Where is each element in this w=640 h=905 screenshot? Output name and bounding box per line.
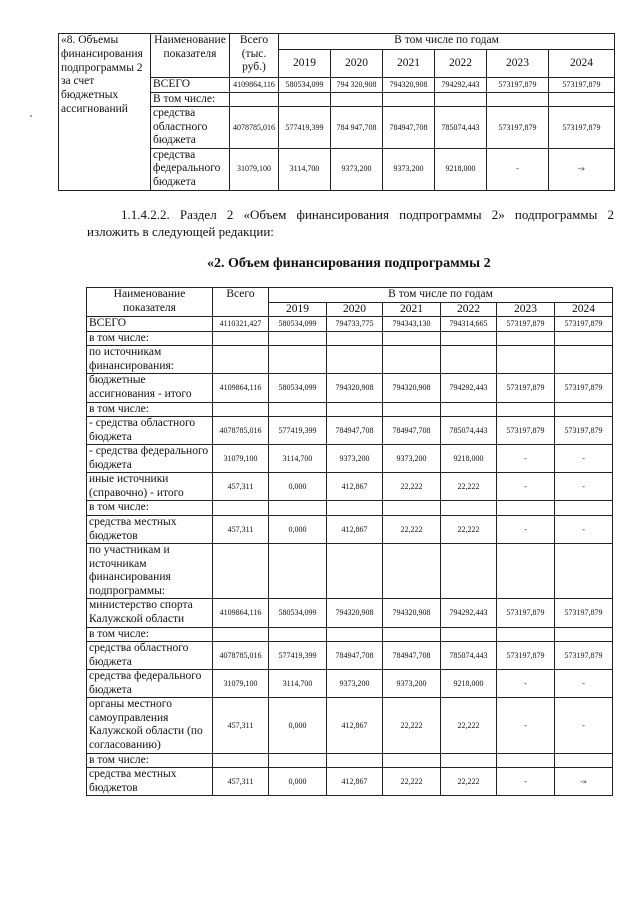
year-header: 2021: [383, 302, 441, 317]
row-value: [269, 331, 327, 346]
row-value: 573197,879: [555, 417, 613, 445]
row-value: -: [487, 148, 549, 190]
row-value: 22,222: [383, 768, 441, 796]
row-label: средства местных бюджетов: [87, 768, 213, 796]
row-total: [213, 402, 269, 417]
row-value: 785074,443: [441, 417, 497, 445]
row-label: ВСЕГО: [151, 78, 230, 93]
row-total: 31079,100: [213, 670, 269, 698]
row-value: [441, 331, 497, 346]
row-value: 573197,879: [487, 107, 549, 149]
row-total: 4078785,016: [213, 417, 269, 445]
row-value: 784947,708: [327, 417, 383, 445]
row-value: [441, 501, 497, 516]
row-label: средства областного бюджета: [151, 107, 230, 149]
row-label: в том числе:: [87, 501, 213, 516]
year-header: 2024: [555, 302, 613, 317]
funding-passport-table: [58, 33, 615, 191]
row-total: [213, 346, 269, 374]
year-header: 2022: [441, 302, 497, 317]
row-value: 794292,443: [441, 374, 497, 402]
row-total: 4110321,427: [213, 317, 269, 332]
row-total: [230, 92, 279, 107]
row-label: - средства федерального бюджета: [87, 445, 213, 473]
row-value: 580534,099: [269, 317, 327, 332]
row-value: [383, 627, 441, 642]
row-value: [441, 627, 497, 642]
row-value: 794343,130: [383, 317, 441, 332]
row-value: [269, 402, 327, 417]
row-label: в том числе:: [87, 627, 213, 642]
row-label: по участникам и источникам финансирования подпрограммы:: [87, 544, 213, 599]
row-value: 794320,908: [383, 78, 435, 93]
row-value: [331, 92, 383, 107]
row-value: [497, 501, 555, 516]
year-header: 2019: [269, 302, 327, 317]
year-header: 2020: [331, 50, 383, 78]
row-label: средства областного бюджета: [87, 642, 213, 670]
row-label: в том числе:: [87, 402, 213, 417]
table-row: [87, 402, 613, 417]
row-value: 9218,000: [435, 148, 487, 190]
row-value: -»: [555, 768, 613, 796]
table-row: [87, 374, 613, 402]
table-row: [87, 753, 613, 768]
row-value: [383, 346, 441, 374]
row-value: 412,867: [327, 768, 383, 796]
row-value: [497, 627, 555, 642]
row-label: органы местного самоуправления Калужской области (по согласованию): [87, 698, 213, 753]
row-total: 4109864,116: [230, 78, 279, 93]
row-value: 573197,879: [555, 642, 613, 670]
row-value: 784947,708: [383, 107, 435, 149]
header-total: Всего (тыс. руб.): [230, 34, 279, 78]
row-value: [383, 544, 441, 599]
row-value: 794292,443: [435, 78, 487, 93]
row-value: -: [555, 698, 613, 753]
row-value: [555, 346, 613, 374]
year-header: 2022: [435, 50, 487, 78]
row-label: министерство спорта Калужской области: [87, 599, 213, 627]
table-row: [87, 346, 613, 374]
row-value: 0,000: [269, 768, 327, 796]
row-value: 9218,000: [441, 670, 497, 698]
row-value: 412,867: [327, 473, 383, 501]
row-value: 794320,908: [327, 599, 383, 627]
header-row: [59, 34, 615, 50]
row-total: 4078785,016: [213, 642, 269, 670]
row-value: 9373,200: [383, 445, 441, 473]
row-label: в том числе:: [87, 753, 213, 768]
row-value: 580534,099: [269, 374, 327, 402]
row-value: [487, 92, 549, 107]
row-value: 412,867: [327, 698, 383, 753]
year-header: 2020: [327, 302, 383, 317]
row-value: -: [555, 670, 613, 698]
year-header: 2019: [279, 50, 331, 78]
row-value: 794320,908: [383, 599, 441, 627]
row-value: [327, 331, 383, 346]
row-value: 22,222: [441, 698, 497, 753]
row-value: 22,222: [441, 473, 497, 501]
row-label: бюджетные ассигнования - итого: [87, 374, 213, 402]
row-value: -: [555, 473, 613, 501]
row-value: 573197,879: [549, 78, 615, 93]
row-value: -: [555, 516, 613, 544]
row-value: -: [497, 768, 555, 796]
row-value: [441, 346, 497, 374]
row-total: [213, 501, 269, 516]
row-value: [269, 346, 327, 374]
row-label: в том числе:: [87, 331, 213, 346]
row-value: 794320,908: [327, 374, 383, 402]
row-total: [213, 331, 269, 346]
row-value: 412,867: [327, 516, 383, 544]
row-value: 573197,879: [497, 599, 555, 627]
row-value: 580534,099: [279, 78, 331, 93]
row-value: [497, 402, 555, 417]
row-total: 457,311: [213, 473, 269, 501]
header-indicator: Наименование показателя: [87, 288, 213, 317]
year-header: 2023: [497, 302, 555, 317]
row-value: -: [555, 445, 613, 473]
row-value: [327, 501, 383, 516]
row-value: 794292,443: [441, 599, 497, 627]
table-row: [87, 627, 613, 642]
row-total: 457,311: [213, 698, 269, 753]
row-value: [327, 753, 383, 768]
row-value: 573197,879: [549, 107, 615, 149]
table-row: [87, 317, 613, 332]
year-header: 2024: [549, 50, 615, 78]
row-value: 573197,879: [497, 642, 555, 670]
row-value: 0,000: [269, 698, 327, 753]
row-total: 31079,100: [213, 445, 269, 473]
scan-speck: [30, 115, 32, 117]
row-value: [383, 92, 435, 107]
row-value: [555, 501, 613, 516]
row-value: 784947,708: [327, 642, 383, 670]
row-value: 9373,200: [383, 148, 435, 190]
row-value: [441, 544, 497, 599]
amendment-paragraph: 1.1.4.2.2. Раздел 2 «Объем финансирования подпрограммы 2» подпрограммы 2 изложить в следующей редакции:: [87, 207, 614, 239]
table-row: [87, 445, 613, 473]
row-value: [383, 753, 441, 768]
row-value: 9373,200: [327, 670, 383, 698]
row-value: -: [497, 698, 555, 753]
header-years-group: В том числе по годам: [279, 34, 615, 50]
row-value: [269, 501, 327, 516]
row-value: 573197,879: [497, 417, 555, 445]
row-value: 573197,879: [487, 78, 549, 93]
header-years-group: В том числе по годам: [269, 288, 613, 303]
row-value: 573197,879: [555, 599, 613, 627]
row-value: [327, 627, 383, 642]
row-value: 22,222: [441, 516, 497, 544]
table-row: [87, 698, 613, 753]
table-row: [87, 516, 613, 544]
passport-item-label: «8. Объемы финансирования подпрограммы 2 за счет бюджетных ассигнований: [59, 34, 151, 191]
row-value: 577419,399: [269, 642, 327, 670]
row-value: 573197,879: [555, 374, 613, 402]
row-total: [213, 544, 269, 599]
row-label: иные источники (справочно) - итого: [87, 473, 213, 501]
row-value: [497, 544, 555, 599]
row-total: 457,311: [213, 516, 269, 544]
row-value: [555, 331, 613, 346]
header-row: [87, 288, 613, 303]
row-value: 3114,700: [269, 670, 327, 698]
table-row: [87, 417, 613, 445]
row-value: 3114,700: [269, 445, 327, 473]
table-row: [87, 473, 613, 501]
row-value: [383, 501, 441, 516]
row-value: [383, 331, 441, 346]
row-value: 577419,399: [279, 107, 331, 149]
table-row: [87, 670, 613, 698]
year-header: 2021: [383, 50, 435, 78]
row-value: -: [497, 473, 555, 501]
row-value: 0,000: [269, 473, 327, 501]
row-value: 573197,879: [555, 317, 613, 332]
row-value: [497, 753, 555, 768]
table-row: [87, 501, 613, 516]
row-total: 457,311: [213, 768, 269, 796]
row-value: 22,222: [383, 516, 441, 544]
funding-volume-table: [86, 287, 613, 796]
row-value: -: [497, 516, 555, 544]
row-value: 9373,200: [331, 148, 383, 190]
row-value: [441, 753, 497, 768]
row-value: 9373,200: [327, 445, 383, 473]
row-label: по источникам финансирования:: [87, 346, 213, 374]
row-value: [549, 92, 615, 107]
row-value: [497, 346, 555, 374]
row-value: 573197,879: [497, 374, 555, 402]
row-value: -»: [549, 148, 615, 190]
row-value: [269, 627, 327, 642]
row-value: -: [497, 670, 555, 698]
row-value: [435, 92, 487, 107]
table-row: [87, 642, 613, 670]
row-value: 573197,879: [497, 317, 555, 332]
row-value: [327, 346, 383, 374]
row-value: 9218,000: [441, 445, 497, 473]
row-total: 4109864,116: [213, 599, 269, 627]
table-row: [87, 331, 613, 346]
section-heading: «2. Объем финансирования подпрограммы 2: [207, 256, 491, 271]
row-value: 785074,443: [435, 107, 487, 149]
year-header: 2023: [487, 50, 549, 78]
row-total: [213, 627, 269, 642]
row-value: [269, 753, 327, 768]
table-row: [87, 599, 613, 627]
row-value: [279, 92, 331, 107]
row-value: [269, 544, 327, 599]
row-total: 4109864,116: [213, 374, 269, 402]
table-row: [87, 768, 613, 796]
row-label: средства федерального бюджета: [151, 148, 230, 190]
row-value: 9373,200: [383, 670, 441, 698]
row-value: 22,222: [383, 473, 441, 501]
row-value: [555, 402, 613, 417]
row-value: 784 947,708: [331, 107, 383, 149]
row-value: 794314,665: [441, 317, 497, 332]
row-total: 4078785,016: [230, 107, 279, 149]
row-value: 0,000: [269, 516, 327, 544]
row-value: [555, 544, 613, 599]
row-value: 785074,443: [441, 642, 497, 670]
table-row: [87, 544, 613, 599]
row-value: 22,222: [383, 698, 441, 753]
row-value: [497, 331, 555, 346]
row-value: [383, 402, 441, 417]
row-value: 22,222: [441, 768, 497, 796]
row-value: [555, 753, 613, 768]
row-label: средства федерального бюджета: [87, 670, 213, 698]
row-value: 784947,708: [383, 417, 441, 445]
row-value: [327, 402, 383, 417]
row-total: 31079,100: [230, 148, 279, 190]
row-value: 577419,399: [269, 417, 327, 445]
header-indicator: Наименование показателя: [151, 34, 230, 78]
row-label: - средства областного бюджета: [87, 417, 213, 445]
row-value: [555, 627, 613, 642]
row-value: 794320,908: [383, 374, 441, 402]
header-total: Всего: [213, 288, 269, 317]
row-total: [213, 753, 269, 768]
row-label: В том числе:: [151, 92, 230, 107]
row-value: [441, 402, 497, 417]
row-value: 784947,708: [383, 642, 441, 670]
row-value: 3114,700: [279, 148, 331, 190]
row-label: ВСЕГО: [87, 317, 213, 332]
row-value: 794733,775: [327, 317, 383, 332]
row-value: 580534,099: [269, 599, 327, 627]
row-label: средства местных бюджетов: [87, 516, 213, 544]
row-value: -: [497, 445, 555, 473]
row-value: 794 320,908: [331, 78, 383, 93]
row-value: [327, 544, 383, 599]
